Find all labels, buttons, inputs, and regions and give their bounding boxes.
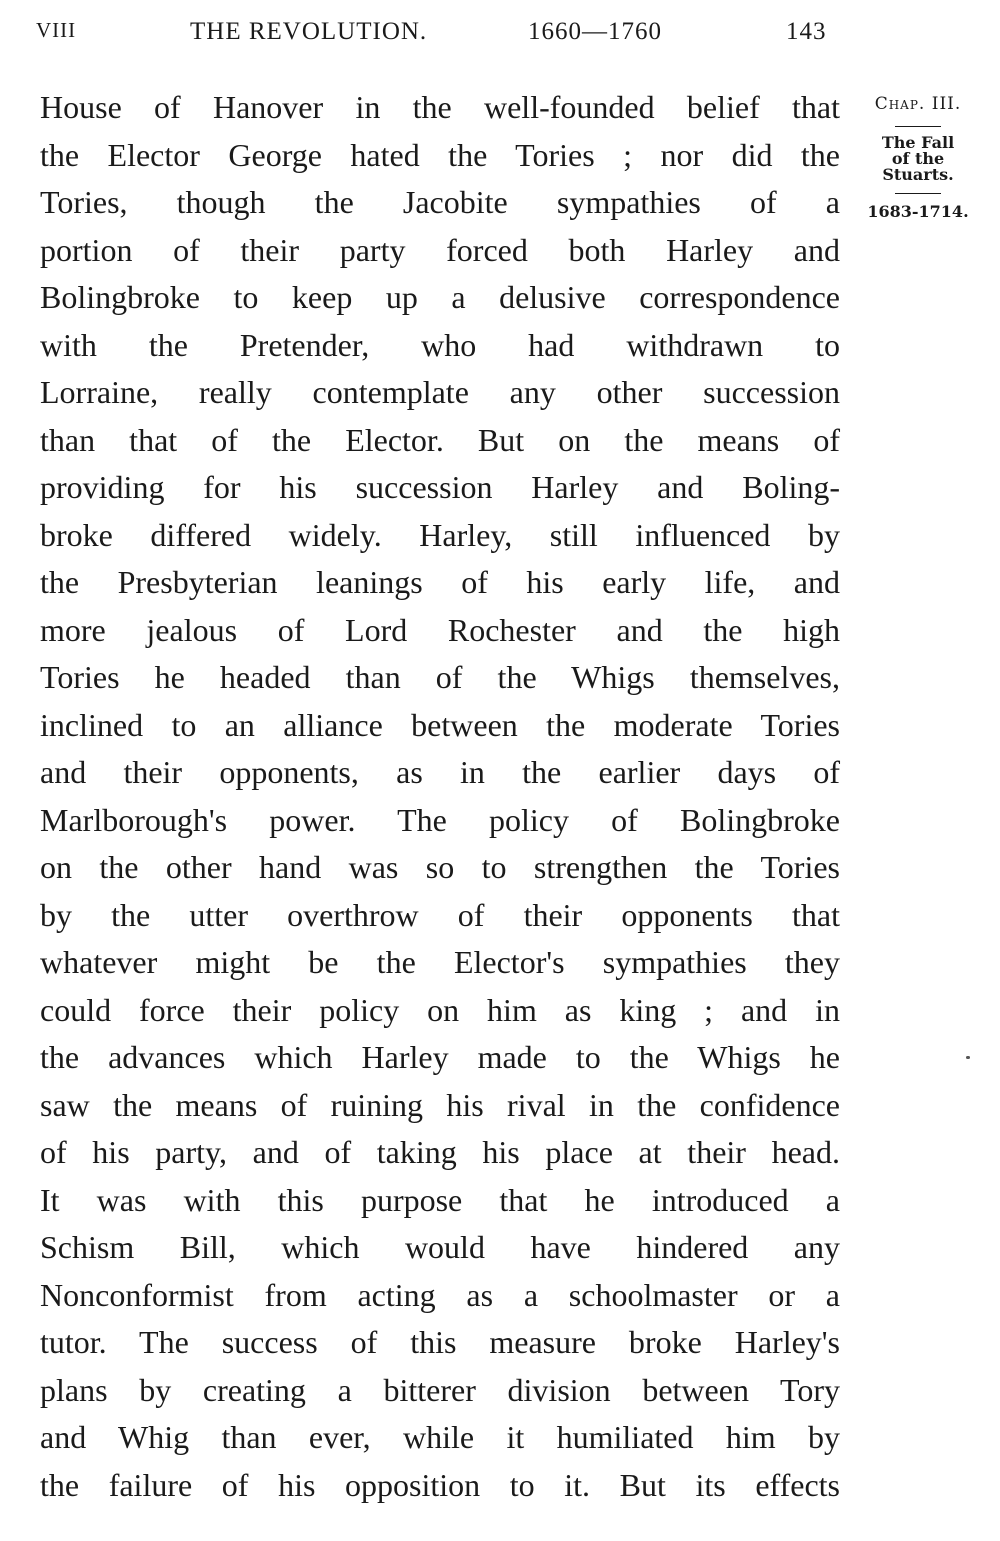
header-chapter-number: VIII xyxy=(36,18,77,42)
text-line: the Presbyterian leanings of his early life, and xyxy=(40,564,840,600)
header-years: 1660—1760 xyxy=(528,18,662,45)
margin-chapter: Chap. III. xyxy=(874,94,962,114)
text-line: Nonconformist from acting as a schoolmaster or a xyxy=(40,1276,840,1313)
text-line: tutor. The success of this measure broke Harley's xyxy=(40,1324,840,1360)
margin-subject-line: The Fall xyxy=(881,133,955,152)
margin-divider xyxy=(895,193,941,194)
text-line: the Elector George hated the Tories ; nor did the xyxy=(40,136,840,173)
text-line: broke differed widely. Harley, still influenced by xyxy=(40,516,840,553)
page-number: 143 xyxy=(786,18,827,45)
text-line: inclined to an alliance between the moderate Tories xyxy=(40,706,840,743)
text-line: and Whig than ever, while it humiliated him by xyxy=(40,1419,840,1455)
text-line: plans by creating a bitterer division between Tory xyxy=(40,1371,840,1408)
text-line: portion of their party forced both Harley and xyxy=(40,231,840,268)
margin-divider xyxy=(895,126,941,127)
margin-note xyxy=(858,92,978,222)
text-line: whatever might be the Elector's sympathies they xyxy=(40,944,840,980)
text-line: Bolingbroke to keep up a delusive correspondence xyxy=(40,279,840,315)
text-line: with the Pretender, who had withdrawn to xyxy=(40,326,840,363)
text-line: more jealous of Lord Rochester and the high xyxy=(40,611,840,648)
text-line: could force their policy on him as king ; and in xyxy=(40,991,840,1028)
text-line: the failure of his opposition to it. But its effects xyxy=(40,1466,840,1503)
running-header xyxy=(0,18,1000,54)
text-line: It was with this purpose that he introduced a xyxy=(40,1181,840,1218)
text-line: Tories he headed than of the Whigs themselves, xyxy=(40,659,840,695)
text-line: by the utter overthrow of their opponents that xyxy=(40,896,840,933)
margin-subject-line: of the xyxy=(891,149,945,168)
text-line: saw the means of ruining his rival in the confidence xyxy=(40,1086,840,1123)
text-line: than that of the Elector. But on the means of xyxy=(40,421,840,458)
text-line: House of Hanover in the well-founded belief that xyxy=(40,89,840,125)
body-text xyxy=(40,84,840,1509)
header-title: THE REVOLUTION. xyxy=(190,18,428,45)
text-line: of his party, and of taking his place at their head. xyxy=(40,1134,840,1170)
text-line: and their opponents, as in the earlier days of xyxy=(40,754,840,790)
text-line: Schism Bill, which would have hindered any xyxy=(40,1229,840,1265)
text-line: the advances which Harley made to the Whigs he xyxy=(40,1039,840,1075)
margin-years: 1683-1714. xyxy=(867,202,969,221)
text-line: Lorraine, really contemplate any other succession xyxy=(40,374,840,410)
text-line: Marlborough's power. The policy of Bolingbroke xyxy=(40,801,840,838)
print-speck xyxy=(966,1056,970,1059)
text-line: providing for his succession Harley and Boling- xyxy=(40,469,840,505)
text-line: Tories, though the Jacobite sympathies of a xyxy=(40,184,840,220)
margin-subject-line: Stuarts. xyxy=(882,165,954,184)
text-line: on the other hand was so to strengthen the Tories xyxy=(40,849,840,885)
